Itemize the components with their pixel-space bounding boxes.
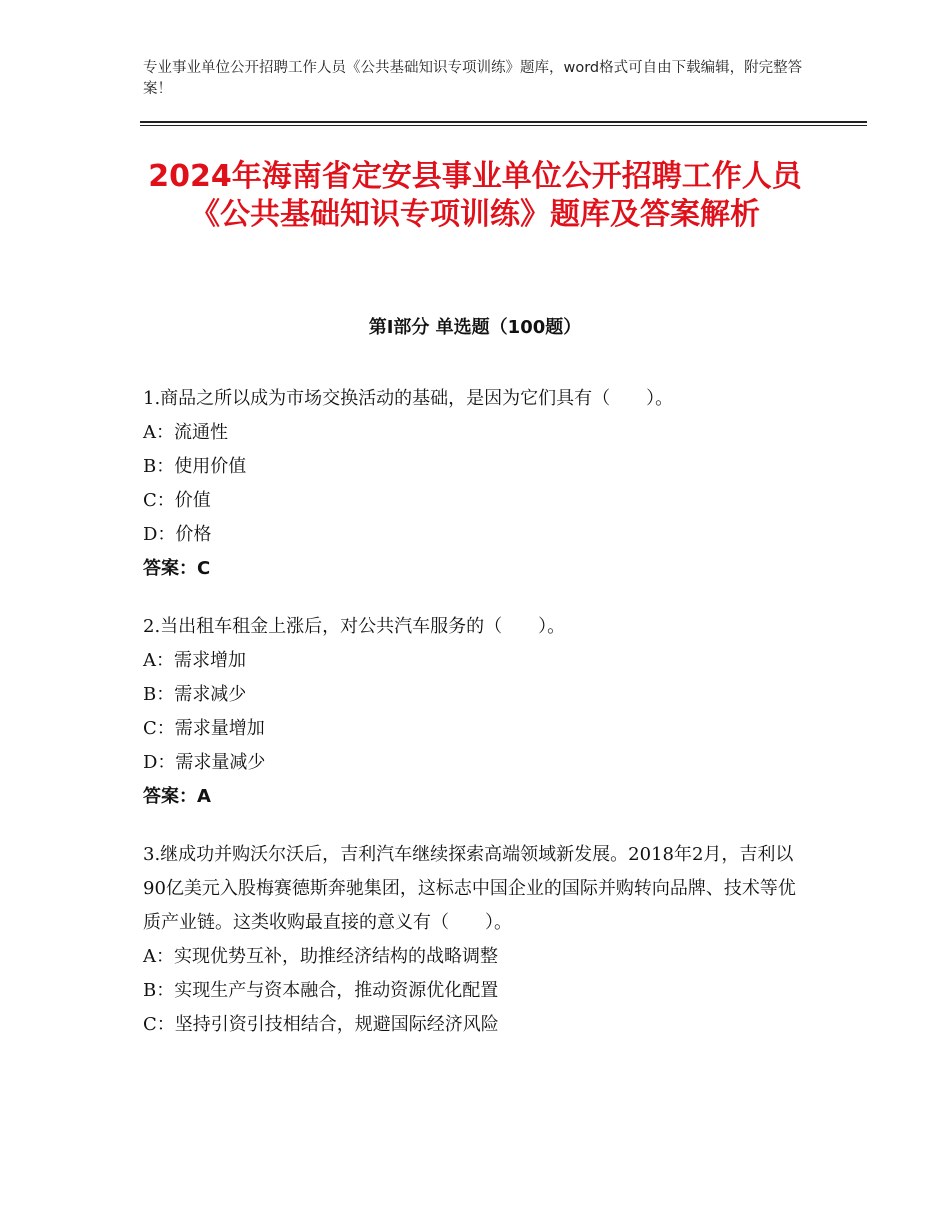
- question-list: [143, 382, 807, 1066]
- option-a: A：实现优势互补，助推经济结构的战略调整: [143, 946, 498, 967]
- question-2: [143, 610, 807, 814]
- option-c: C：需求量增加: [143, 718, 265, 739]
- answer: 答案：A: [143, 786, 211, 807]
- header-note: 专业事业单位公开招聘工作人员《公共基础知识专项训练》题库，word格式可自由下载编辑，附完整答案！: [143, 60, 803, 97]
- question-3: [143, 838, 807, 1042]
- document-title: 2024年海南省定安县事业单位公开招聘工作人员《公共基础知识专项训练》题库及答案解析: [148, 159, 802, 232]
- option-d: D：需求量减少: [143, 752, 266, 773]
- question-stem: 3.继成功并购沃尔沃后，吉利汽车继续探索高端领域新发展。2018年2月，吉利以90亿美元入股梅赛德斯奔驰集团，这标志中国企业的国际并购转向品牌、技术等优质产业链。这类收购最直接的意义有（ ）。: [143, 844, 796, 933]
- option-b: B：使用价值: [143, 456, 247, 477]
- option-d: D：价格: [143, 524, 212, 545]
- section-title: 第Ⅰ部分 单选题（100题）: [368, 317, 582, 338]
- header-rule-thin: [140, 125, 867, 126]
- option-c: C：坚持引资引技相结合，规避国际经济风险: [143, 1014, 499, 1035]
- option-a: A：流通性: [143, 422, 228, 443]
- option-c: C：价值: [143, 490, 211, 511]
- question-stem: 2.当出租车租金上涨后，对公共汽车服务的（ ）。: [143, 616, 566, 637]
- option-a: A：需求增加: [143, 650, 246, 671]
- option-b: B：需求减少: [143, 684, 247, 705]
- answer: 答案：C: [143, 558, 211, 579]
- option-b: B：实现生产与资本融合，推动资源优化配置: [143, 980, 499, 1001]
- header-rule-thick: [140, 121, 867, 123]
- question-stem: 1.商品之所以成为市场交换活动的基础，是因为它们具有（ ）。: [143, 388, 674, 409]
- question-1: [143, 382, 807, 586]
